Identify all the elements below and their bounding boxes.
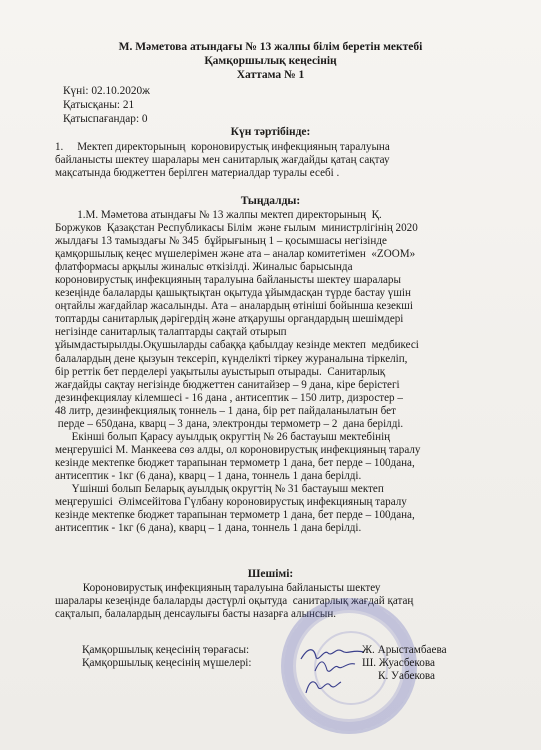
agenda-line: байланысты шектеу шаралары мен санитарлық жағдайды қатаң сақтау	[55, 154, 390, 167]
heard-line: бір реттік бет перделері уақытылы ауыстырып отырады. Санитарлық	[55, 365, 386, 378]
decision-line: сақталып, балалардың денсаулығы басты назарға алынсын.	[55, 608, 337, 621]
document-header	[0, 40, 541, 82]
member-name-2: К. Уабекова	[378, 670, 436, 682]
heard-line: антисептик - 1кг (6 дана), кварц – 1 дана, тоннель 1 дана берілді.	[55, 522, 362, 535]
heard-title: Тыңдалды:	[240, 195, 301, 207]
member-name-1: Ш. Жуасбекова	[362, 657, 435, 669]
heard-line: жағдайды сақтау негізінде бюджеттен санитайзер – 9 дана, кіре берістегі	[55, 378, 400, 391]
heard-line: перде – 650дана, кварц – 3 дана, электронды термометр – 2 дана берілді.	[55, 417, 404, 430]
heard-line: қамқоршылық кеңес мүшелерімен және ата – аналар комитетімен «ZOOM»	[55, 248, 416, 261]
decision-line: шаралары кезеңінде балаларды дәстүрлі оқытуда санитарлық жағдай қатаң	[55, 595, 414, 608]
heard-line: жылдағы 13 тамыздағы № 345 бұйрығының 1 – қосымшасы негізінде	[55, 235, 387, 248]
school-name: М. Мәметова атындағы № 13 жалпы білім беретін мектебі	[118, 41, 423, 53]
heard-line: кезінде мектепке бюджет тарапынан термометр 1 дана, бет перде – 100дана,	[55, 456, 415, 469]
chair-name: Ж. Арыстамбаева	[362, 644, 447, 656]
protocol-number: Хаттама № 1	[236, 69, 305, 81]
heard-line: Үшінші болып Беларық ауылдық округтің № 31 бастауыш мектеп	[55, 482, 384, 495]
heard-line: кезеңінде балаларды қашықтықтан оқытуда ұйымдасқан түрде бастау үшін	[55, 287, 411, 300]
decision-line: Короновирустық инфекцияның таралуына байланысты шектеу	[55, 582, 381, 594]
council-name: Қамқоршылық кеңесінің	[204, 55, 337, 67]
agenda-line: 1. Мектеп директорының короновирустық инфекцияның таралуына	[55, 141, 390, 153]
heard-line: негізінде санитарлық талаптарды сақтай отырып	[55, 326, 287, 339]
heard-line: Боржуков Қазақстан Республикасы Білім және ғылым министрлігінің 2020	[55, 222, 418, 235]
heard-line: кезінде мектепке бюджет тарапынан термометр 1 дана, бет перде – 100дана,	[55, 509, 415, 522]
meeting-date: Күні: 02.10.2020ж	[63, 85, 150, 97]
heard-line: 1.М. Мәметова атындағы № 13 жалпы мектеп директорының Қ.	[55, 209, 382, 221]
heard-text	[55, 209, 495, 535]
agenda-title: Күн тәртібінде:	[230, 126, 311, 138]
member2-signature	[303, 675, 343, 697]
present-count: Қатысқаны: 21	[63, 99, 135, 111]
heard-line: меңгерушісі М. Манкеева сөз алды, ол короновирустық инфекцияның таралу	[55, 443, 421, 456]
heard-line: дезинфекциялау кілемшесі - 16 дана , антисептик – 150 литр, дизростер –	[55, 391, 403, 404]
absent-count: Қатыспағандар: 0	[63, 113, 148, 125]
members-label: Қамқоршылық кеңесінің мүшелері:	[82, 657, 252, 669]
heard-line: короновирустық инфекцияның таралуына байланысты шектеу шаралары	[55, 274, 401, 287]
heard-line: антисептик - 1кг (6 дана), кварц – 1 дана, тоннель 1 дана берілді.	[55, 469, 362, 482]
heard-line: балалардың дене қызуын тексеріп, күнделікті тіркеу жураналына тіркеліп,	[55, 352, 408, 365]
heard-line: флатформасы арқылы жиналыс өткізілді. Жиналыс барысында	[55, 261, 353, 274]
heard-line: ұйымдастырылды.Оқушыларды сабаққа қабылдау кезінде мектеп медбикесі	[55, 339, 419, 352]
heard-line: меңгерушісі Әлімсейітова Гүлбану короновирустық инфекцияның таралу	[55, 496, 407, 509]
heard-line: 48 литр, дезинфекциялық тоннель – 1 дана, бір рет пайдаланылатын бет	[55, 404, 396, 417]
heard-line: оңтайлы жағдайлар жасалынды. Ата – аналардың өтініші бойынша кезекші	[55, 300, 413, 313]
decision-title: Шешімі:	[247, 568, 294, 580]
agenda-line: мақсатында бюджеттен берілген материалдар туралы есебі .	[55, 167, 340, 180]
heard-line: Екінші болып Қарасу ауылдық округтің № 26 бастауыш мектебінің	[55, 430, 391, 443]
heard-line: топтарды санитарлық дәрігердің және атқарушы органдардың шешімдері	[55, 313, 404, 326]
decision-text	[55, 582, 495, 621]
agenda-text	[55, 141, 495, 180]
meeting-meta	[63, 84, 150, 126]
chair-label: Қамқоршылық кеңесінің төрағасы:	[82, 644, 250, 656]
member1-signature	[312, 656, 358, 676]
